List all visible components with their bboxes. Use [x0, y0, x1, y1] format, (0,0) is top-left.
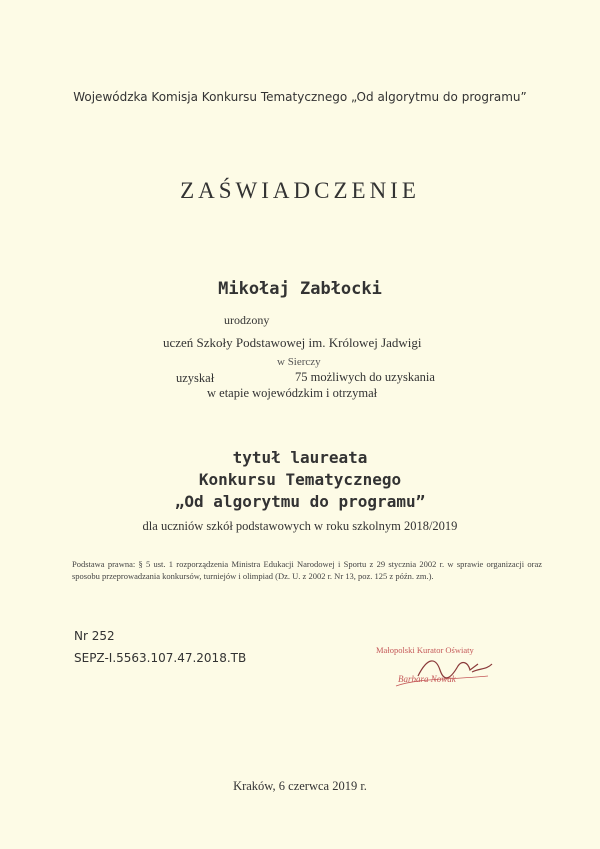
school-name: uczeń Szkoły Podstawowej im. Królowej Jadwigi — [163, 335, 422, 350]
born-label: urodzony — [224, 313, 270, 327]
award-line-1: tytuł laureata — [232, 448, 368, 467]
recipient-name: Mikołaj Zabłocki — [218, 279, 382, 299]
certificate-number: Nr 252 — [74, 629, 115, 643]
signature-icon — [388, 646, 508, 694]
place-and-date: Kraków, 6 czerwca 2019 r. — [233, 779, 367, 793]
award-line-2: Konkursu Tematycznego — [198, 470, 402, 489]
legal-basis: Podstawa prawna: § 5 ust. 1 rozporządzenia Ministra Edukacji Narodowej i Sportu z 29 stycznia 2002 r. w sprawie organizacji oraz sposobu przeprowadzania konkursów, turniejów i olimpiad (Dz. U. z 2002 r. Nr 13, poz. 125 z późn. zm.). — [72, 559, 542, 581]
award-line-3: „Od algorytmu do programu” — [174, 492, 426, 511]
school-city: w Sierczy — [277, 356, 321, 368]
stamp-office: Małopolski Kurator Oświaty — [376, 645, 474, 655]
obtained-label: uzyskał — [176, 371, 215, 385]
points-text: 75 możliwych do uzyskania — [295, 370, 435, 384]
stage-text: w etapie wojewódzkim i otrzymał — [207, 386, 378, 400]
stamp-name: Barbara Nowak — [398, 674, 456, 684]
award-scope: dla uczniów szkół podstawowych w roku szkolnym 2018/2019 — [142, 519, 458, 533]
reference-code: SEPZ-I.5563.107.47.2018.TB — [74, 651, 247, 665]
issuer-heading: Wojewódzka Komisja Konkursu Tematycznego „Od algorytmu do programu” — [73, 90, 527, 104]
award-title — [0, 447, 600, 513]
document-title: ZAŚWIADCZENIE — [180, 178, 420, 203]
